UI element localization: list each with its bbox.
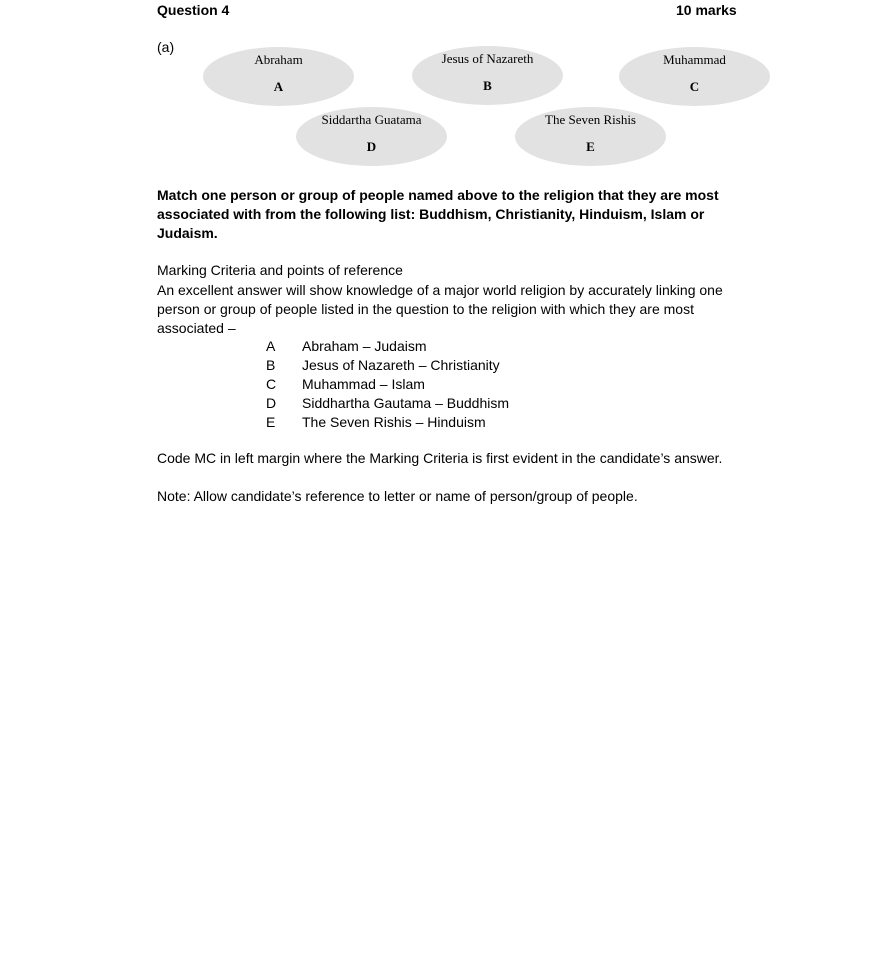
marks-label: 10 marks (676, 2, 737, 18)
person-ellipse-d (296, 107, 447, 166)
answer-row (266, 337, 509, 356)
answer-text: Muhammad – Islam (302, 376, 425, 392)
person-letter: D (366, 139, 377, 154)
person-ellipse-c (619, 47, 770, 106)
answer-list (266, 337, 509, 432)
answer-letter: E (266, 414, 276, 430)
person-name: Siddartha Guatama (321, 112, 422, 127)
question-text: Match one person or group of people named above to the religion that they are most associated with from the following list: Buddhism, Christianity, Hinduism, Islam or Judaism. (157, 187, 719, 241)
answer-text: Siddhartha Gautama – Buddhism (302, 395, 510, 411)
answer-row (266, 413, 509, 432)
answer-letter: A (266, 338, 276, 354)
answer-text: Jesus of Nazareth – Christianity (302, 357, 500, 373)
person-letter: A (273, 79, 284, 94)
answer-text: Abraham – Judaism (302, 338, 427, 354)
person-ellipse-a (203, 47, 354, 106)
code-note: Code MC in left margin where the Marking Criteria is first evident in the candidate’s answer. (157, 450, 723, 466)
answer-letter: D (266, 395, 277, 411)
person-name: The Seven Rishis (545, 112, 636, 127)
criteria-body: An excellent answer will show knowledge of a major world religion by accurately linking one person or group of people listed in the question to the religion with which they are most associated – (157, 282, 723, 336)
person-letter: E (586, 139, 595, 154)
answer-letter: C (266, 376, 277, 392)
answer-row (266, 375, 509, 394)
allow-note: Note: Allow candidate’s reference to letter or name of person/group of people. (157, 488, 638, 504)
person-name: Muhammad (663, 52, 726, 67)
person-letter: B (483, 78, 492, 93)
criteria-heading: Marking Criteria and points of reference (157, 262, 403, 278)
answer-row (266, 394, 509, 413)
person-ellipse-e (515, 107, 666, 166)
person-name: Abraham (254, 52, 303, 67)
part-label: (a) (157, 39, 175, 55)
answer-letter: B (266, 357, 276, 373)
answer-text: The Seven Rishis – Hinduism (302, 414, 486, 430)
answer-row (266, 356, 509, 375)
person-name: Jesus of Nazareth (441, 51, 534, 66)
person-letter: C (689, 79, 700, 94)
person-ellipse-b (412, 46, 563, 105)
question-title: Question 4 (157, 2, 230, 18)
